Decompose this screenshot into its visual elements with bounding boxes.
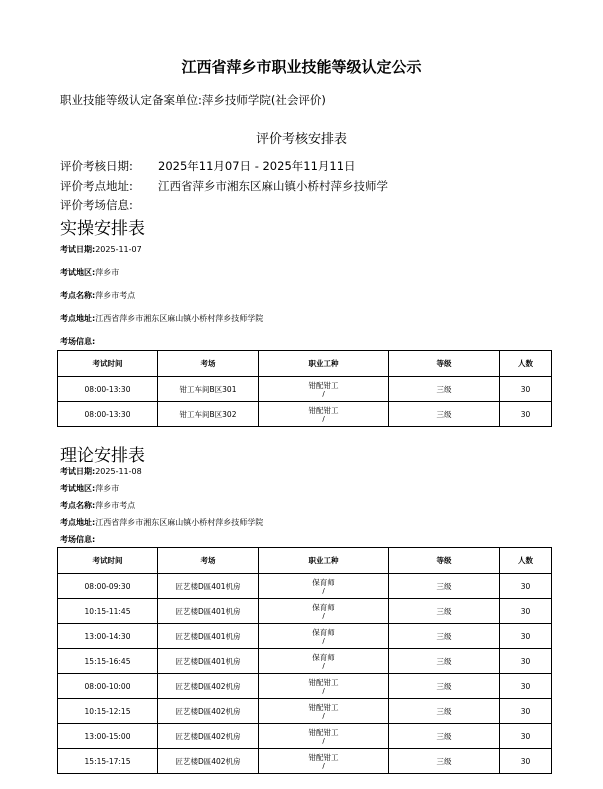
job-slash: / (322, 661, 325, 670)
schedule-title: 评价考核安排表 (255, 132, 347, 147)
cell-time: 08:00-10:00 (58, 674, 158, 699)
table-header-row (58, 548, 552, 574)
job-slash: / (322, 736, 325, 745)
header-job: 职业工种 (259, 548, 389, 574)
cell-job (259, 749, 389, 774)
cell-time: 13:00-14:30 (58, 624, 158, 649)
theory-region-value: 萍乡市 (95, 484, 120, 493)
cell-count: 30 (500, 724, 552, 749)
page-title: 江西省萍乡市职业技能等级认定公示 (181, 58, 422, 76)
theory-addr-value: 江西省萍乡市湘东区麻山镇小桥村萍乡技师学院 (95, 518, 264, 527)
cell-job (259, 402, 389, 427)
cell-count: 30 (500, 402, 552, 427)
cell-room: 匠艺楼D區401机房 (158, 649, 259, 674)
table-row (58, 574, 552, 599)
date-label: 评价考核日期: (60, 159, 133, 173)
theory-room-label: 考场信息: (60, 535, 96, 544)
cell-room: 匠艺楼D區402机房 (158, 674, 259, 699)
cell-room: 匠艺楼D區401机房 (158, 574, 259, 599)
cell-level: 三级 (389, 599, 500, 624)
cell-level: 三级 (389, 377, 500, 402)
table-header-row (58, 351, 552, 377)
cell-job (259, 624, 389, 649)
job-slash: / (322, 711, 325, 720)
cell-level: 三级 (389, 749, 500, 774)
table-row (58, 724, 552, 749)
room-label: 评价考场信息: (60, 198, 133, 212)
cell-time: 13:00-15:00 (58, 724, 158, 749)
cell-time: 15:15-17:15 (58, 749, 158, 774)
header-level: 等级 (389, 548, 500, 574)
table-row (58, 749, 552, 774)
theory-room (60, 534, 95, 545)
job-name: 保育师 (312, 627, 335, 637)
cell-level: 三级 (389, 624, 500, 649)
table-row (58, 699, 552, 724)
job-slash: / (322, 414, 325, 423)
theory-region-label: 考试地区: (60, 484, 96, 493)
table-row (58, 377, 552, 402)
theory-site-label: 考点名称: (60, 501, 96, 510)
job-name: 钳配钳工 (308, 702, 339, 712)
cell-job (259, 377, 389, 402)
cell-room: 匠艺楼D區401机房 (158, 624, 259, 649)
practical-table (57, 350, 552, 427)
table-row (58, 402, 552, 427)
table-row (58, 649, 552, 674)
org-label: 职业技能等级认定备案单位:萍乡技师学院(社会评价) (60, 93, 326, 107)
job-slash: / (322, 636, 325, 645)
job-slash: / (322, 761, 325, 770)
header-room: 考场 (158, 548, 259, 574)
practical-region-value: 萍乡市 (95, 268, 120, 277)
job-name: 钳配钳工 (308, 677, 339, 687)
practical-room (60, 336, 95, 347)
cell-count: 30 (500, 674, 552, 699)
practical-date-label: 考试日期: (60, 245, 96, 254)
practical-addr-value: 江西省萍乡市湘东区麻山镇小桥村萍乡技师学院 (95, 314, 264, 323)
practical-room-label: 考场信息: (60, 337, 96, 346)
practical-date-value: 2025-11-07 (95, 245, 142, 254)
job-slash: / (322, 389, 325, 398)
theory-table (57, 547, 552, 774)
cell-job (259, 599, 389, 624)
cell-level: 三级 (389, 674, 500, 699)
header-count: 人数 (500, 351, 552, 377)
job-name: 保育师 (312, 577, 335, 587)
cell-room: 匠艺楼D區402机房 (158, 699, 259, 724)
cell-count: 30 (500, 574, 552, 599)
table-row (58, 624, 552, 649)
cell-room: 匠艺楼D區402机房 (158, 749, 259, 774)
job-name: 保育师 (312, 602, 335, 612)
job-name: 保育师 (312, 652, 335, 662)
job-name: 钳配钳工 (308, 405, 339, 415)
header-count: 人数 (500, 548, 552, 574)
cell-time: 08:00-13:30 (58, 377, 158, 402)
practical-addr-label: 考点地址: (60, 314, 96, 323)
table-row (58, 599, 552, 624)
theory-title: 理论安排表 (60, 446, 145, 466)
theory-date (60, 466, 142, 477)
job-slash: / (322, 586, 325, 595)
cell-job (259, 574, 389, 599)
practical-region-label: 考试地区: (60, 268, 96, 277)
practical-site-value: 萍乡市考点 (95, 291, 136, 300)
theory-region (60, 483, 119, 494)
theory-date-value: 2025-11-08 (95, 467, 142, 476)
cell-time: 10:15-11:45 (58, 599, 158, 624)
theory-site (60, 500, 135, 511)
cell-level: 三级 (389, 699, 500, 724)
theory-date-label: 考试日期: (60, 467, 96, 476)
addr-value: 江西省萍乡市湘东区麻山镇小桥村萍乡技师学 (158, 179, 388, 193)
cell-room: 钳工车间B区302 (158, 402, 259, 427)
cell-job (259, 649, 389, 674)
cell-count: 30 (500, 699, 552, 724)
header-room: 考场 (158, 351, 259, 377)
addr-label: 评价考点地址: (60, 179, 133, 193)
cell-count: 30 (500, 649, 552, 674)
cell-count: 30 (500, 749, 552, 774)
job-name: 钳配钳工 (308, 380, 339, 390)
date-value: 2025年11月07日 - 2025年11月11日 (158, 159, 356, 173)
job-name: 钳配钳工 (308, 752, 339, 762)
cell-time: 08:00-13:30 (58, 402, 158, 427)
cell-room: 匠艺楼D區402机房 (158, 724, 259, 749)
theory-addr-label: 考点地址: (60, 518, 96, 527)
job-name: 钳配钳工 (308, 727, 339, 737)
cell-job (259, 724, 389, 749)
cell-job (259, 674, 389, 699)
cell-count: 30 (500, 624, 552, 649)
practical-date (60, 244, 142, 255)
header-time: 考试时间 (58, 548, 158, 574)
cell-job (259, 699, 389, 724)
table-row (58, 674, 552, 699)
cell-time: 15:15-16:45 (58, 649, 158, 674)
practical-site-label: 考点名称: (60, 291, 96, 300)
job-slash: / (322, 686, 325, 695)
header-job: 职业工种 (259, 351, 389, 377)
practical-region (60, 267, 119, 278)
cell-level: 三级 (389, 574, 500, 599)
cell-level: 三级 (389, 402, 500, 427)
cell-time: 10:15-12:15 (58, 699, 158, 724)
cell-time: 08:00-09:30 (58, 574, 158, 599)
cell-level: 三级 (389, 724, 500, 749)
cell-room: 钳工车间B区301 (158, 377, 259, 402)
practical-site (60, 290, 135, 301)
theory-addr (60, 517, 263, 528)
practical-title: 实操安排表 (60, 219, 145, 239)
job-slash: / (322, 611, 325, 620)
header-level: 等级 (389, 351, 500, 377)
cell-room: 匠艺楼D區401机房 (158, 599, 259, 624)
cell-count: 30 (500, 377, 552, 402)
cell-count: 30 (500, 599, 552, 624)
theory-site-value: 萍乡市考点 (95, 501, 136, 510)
cell-level: 三级 (389, 649, 500, 674)
header-time: 考试时间 (58, 351, 158, 377)
practical-addr (60, 313, 263, 324)
